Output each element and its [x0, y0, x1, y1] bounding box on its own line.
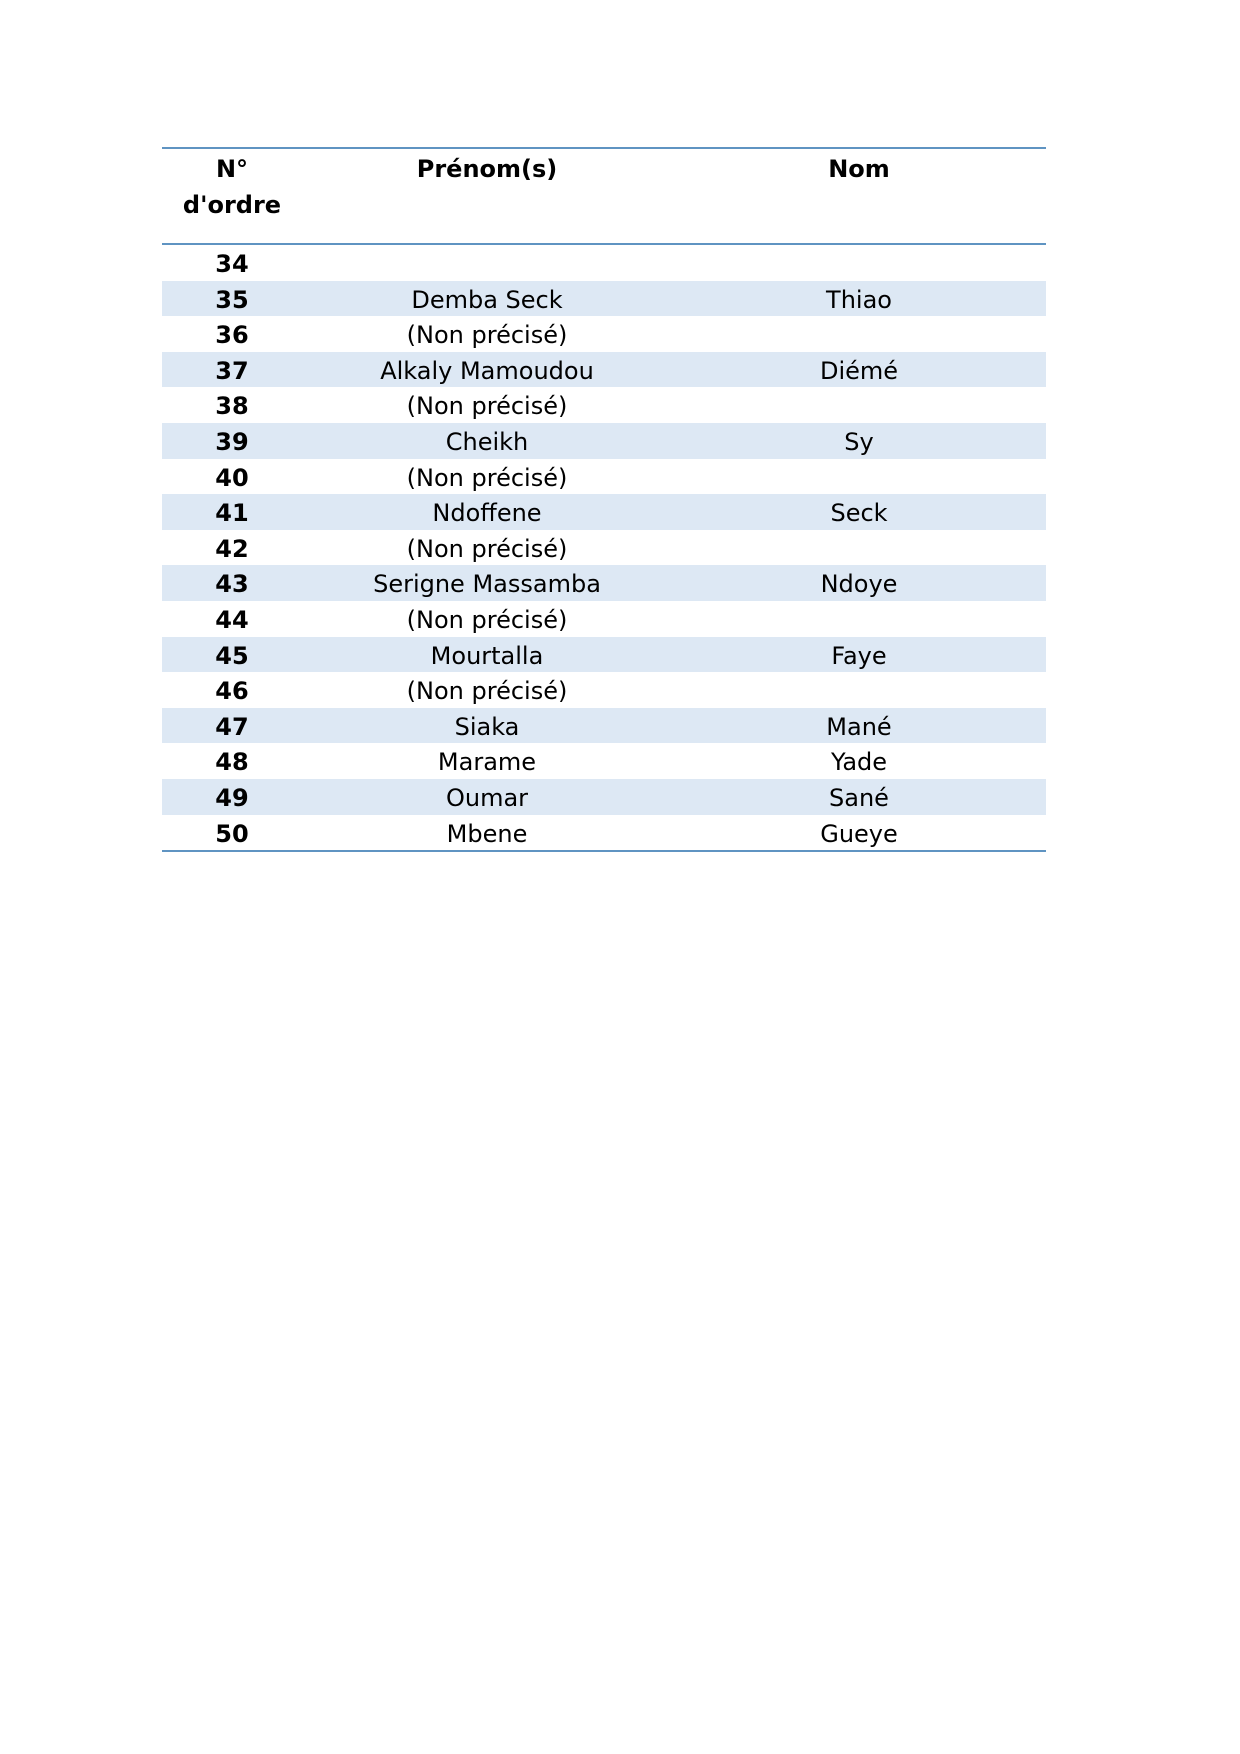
names-table: [162, 147, 1046, 852]
row-number: 46: [215, 677, 249, 706]
row-first-names: Marame: [437, 748, 537, 777]
row-last-name: Faye: [831, 641, 887, 670]
table-row: [162, 672, 1046, 708]
row-last-name: [672, 387, 1046, 423]
row-first-names: (Non précisé): [406, 605, 568, 634]
table-row: [162, 743, 1046, 779]
table-row: [162, 494, 1046, 530]
row-last-name: Gueye: [820, 819, 898, 848]
table-row: [162, 459, 1046, 495]
row-number: 41: [215, 499, 249, 528]
row-number: 48: [215, 748, 249, 777]
row-first-names: Oumar: [445, 783, 529, 812]
row-first-names: [302, 245, 672, 281]
row-number: 37: [215, 356, 249, 385]
row-last-name: [672, 601, 1046, 637]
row-number: 47: [215, 712, 249, 741]
row-number: 38: [215, 392, 249, 421]
row-last-name: Seck: [830, 499, 888, 528]
table-row: [162, 601, 1046, 637]
table-header: [162, 149, 1046, 243]
header-number-line2: d'ordre: [182, 191, 282, 219]
row-first-names: (Non précisé): [406, 321, 568, 350]
row-last-name: Ndoye: [820, 570, 898, 599]
header-first-names: Prénom(s): [416, 155, 558, 183]
table-row: [162, 316, 1046, 352]
row-number: 36: [215, 321, 249, 350]
row-first-names: Mbene: [446, 819, 528, 848]
table-row: [162, 815, 1046, 851]
table-bottom-rule: [162, 850, 1046, 852]
row-last-name: Yade: [830, 748, 888, 777]
row-last-name: Thiao: [826, 285, 892, 314]
table-row: [162, 637, 1046, 673]
header-number-line1: N°: [215, 155, 249, 183]
row-first-names: (Non précisé): [406, 677, 568, 706]
row-number: 34: [215, 250, 249, 278]
row-last-name: Mané: [826, 712, 892, 741]
row-first-names: Demba Seck: [411, 285, 563, 314]
row-first-names: (Non précisé): [406, 392, 568, 421]
row-first-names: (Non précisé): [406, 463, 568, 492]
row-number: 42: [215, 534, 249, 563]
row-first-names: Serigne Massamba: [373, 570, 601, 599]
table-body: [162, 245, 1046, 850]
table-row: [162, 352, 1046, 388]
table-row: [162, 708, 1046, 744]
row-first-names: Cheikh: [445, 427, 529, 456]
row-last-name: Sy: [844, 427, 874, 456]
row-last-name: [672, 672, 1046, 708]
table-row: [162, 530, 1046, 566]
row-last-name: Sané: [829, 783, 889, 812]
row-number: 39: [215, 427, 249, 456]
row-number: 40: [215, 463, 249, 492]
row-last-name: [672, 459, 1046, 495]
row-first-names: Ndoffene: [432, 499, 542, 528]
row-number: 49: [215, 783, 249, 812]
row-last-name: [672, 245, 1046, 281]
table-row: [162, 423, 1046, 459]
row-first-names: Alkaly Mamoudou: [380, 356, 594, 385]
table-row: [162, 281, 1046, 317]
row-first-names: Siaka: [454, 712, 520, 741]
header-last-name: Nom: [828, 155, 890, 183]
table-row: [162, 779, 1046, 815]
row-first-names: Mourtalla: [430, 641, 544, 670]
row-number: 43: [215, 570, 249, 599]
row-number: 50: [215, 819, 249, 848]
row-last-name: Diémé: [819, 356, 899, 385]
row-first-names: (Non précisé): [406, 534, 568, 563]
row-last-name: [672, 316, 1046, 352]
header-number: [162, 151, 302, 223]
row-last-name: [672, 530, 1046, 566]
table-row: [162, 387, 1046, 423]
row-number: 35: [215, 285, 249, 314]
row-number: 45: [215, 641, 249, 670]
table-row: [162, 565, 1046, 601]
row-number: 44: [215, 605, 249, 634]
table-row: [162, 245, 1046, 281]
